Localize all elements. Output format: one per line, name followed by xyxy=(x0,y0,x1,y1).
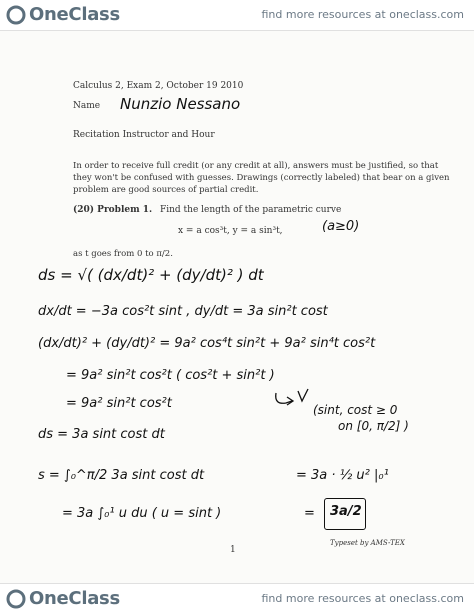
instruction-line: problem are good sources of partial credit. xyxy=(73,185,259,195)
oneclass-logo[interactable] xyxy=(6,588,120,609)
promo-link[interactable]: find more resources at oneclass.com xyxy=(261,8,464,21)
curve-equation: x = a cos³t, y = a sin³t, xyxy=(178,226,283,236)
oneclass-logo[interactable] xyxy=(6,4,120,25)
check-arrow-icon xyxy=(272,387,312,411)
work-line: = 3a ∫₀¹ u du ( u = sint ) xyxy=(62,506,222,521)
promo-link[interactable]: find more resources at oneclass.com xyxy=(261,592,464,605)
name-label: Name xyxy=(73,101,101,111)
interval-note: on [0, π/2] ) xyxy=(338,419,409,433)
positivity-note: (sint, cost ≥ 0 xyxy=(313,403,398,417)
work-line: ds = √( (dx/dt)² + (dy/dt)² ) dt xyxy=(38,266,264,284)
condition-note: (a≥0) xyxy=(322,219,360,234)
recitation-label: Recitation Instructor and Hour xyxy=(73,130,215,140)
instruction-line: In order to receive full credit (or any credit at all), answers must be justified, so that xyxy=(73,161,439,171)
oneclass-logo-icon xyxy=(6,589,26,609)
exam-title: Calculus 2, Exam 2, October 19 2010 xyxy=(73,81,244,91)
work-line: s = ∫₀^π/2 3a sint cost dt xyxy=(38,468,205,483)
work-line: = 9a² sin²t cos²t ( cos²t + sin²t ) xyxy=(66,368,275,383)
footer-bar xyxy=(0,583,474,614)
logo-text: OneClass xyxy=(29,588,120,609)
header-bar xyxy=(0,0,474,31)
instruction-line: they won't be confused with guesses. Drawings (correctly labeled) that bear on a given xyxy=(73,173,450,183)
typeset-note: Typeset by AMS-TEX xyxy=(330,539,405,547)
final-answer: 3a/2 xyxy=(330,504,362,519)
work-line: dx/dt = −3a cos²t sint , dy/dt = 3a sin²t cost xyxy=(38,304,328,319)
logo-text: OneClass xyxy=(29,4,120,25)
exam-page xyxy=(0,31,474,583)
work-line: = 9a² sin²t cos²t xyxy=(66,396,172,411)
problem-heading: (20) Problem 1. xyxy=(73,205,153,215)
oneclass-logo-icon xyxy=(6,5,26,25)
work-line: (dx/dt)² + (dy/dt)² = 9a² cos⁴t sin²t + 9a² sin⁴t cos²t xyxy=(38,336,376,351)
problem-text: Find the length of the parametric curve xyxy=(160,205,342,215)
page-number: 1 xyxy=(230,545,236,555)
name-value: Nunzio Nessano xyxy=(120,95,241,113)
work-line: ds = 3a sint cost dt xyxy=(38,427,165,442)
range-text: as t goes from 0 to π/2. xyxy=(73,249,173,259)
work-line: = 3a · ½ u² |₀¹ xyxy=(296,468,389,483)
work-line: = xyxy=(304,506,315,521)
